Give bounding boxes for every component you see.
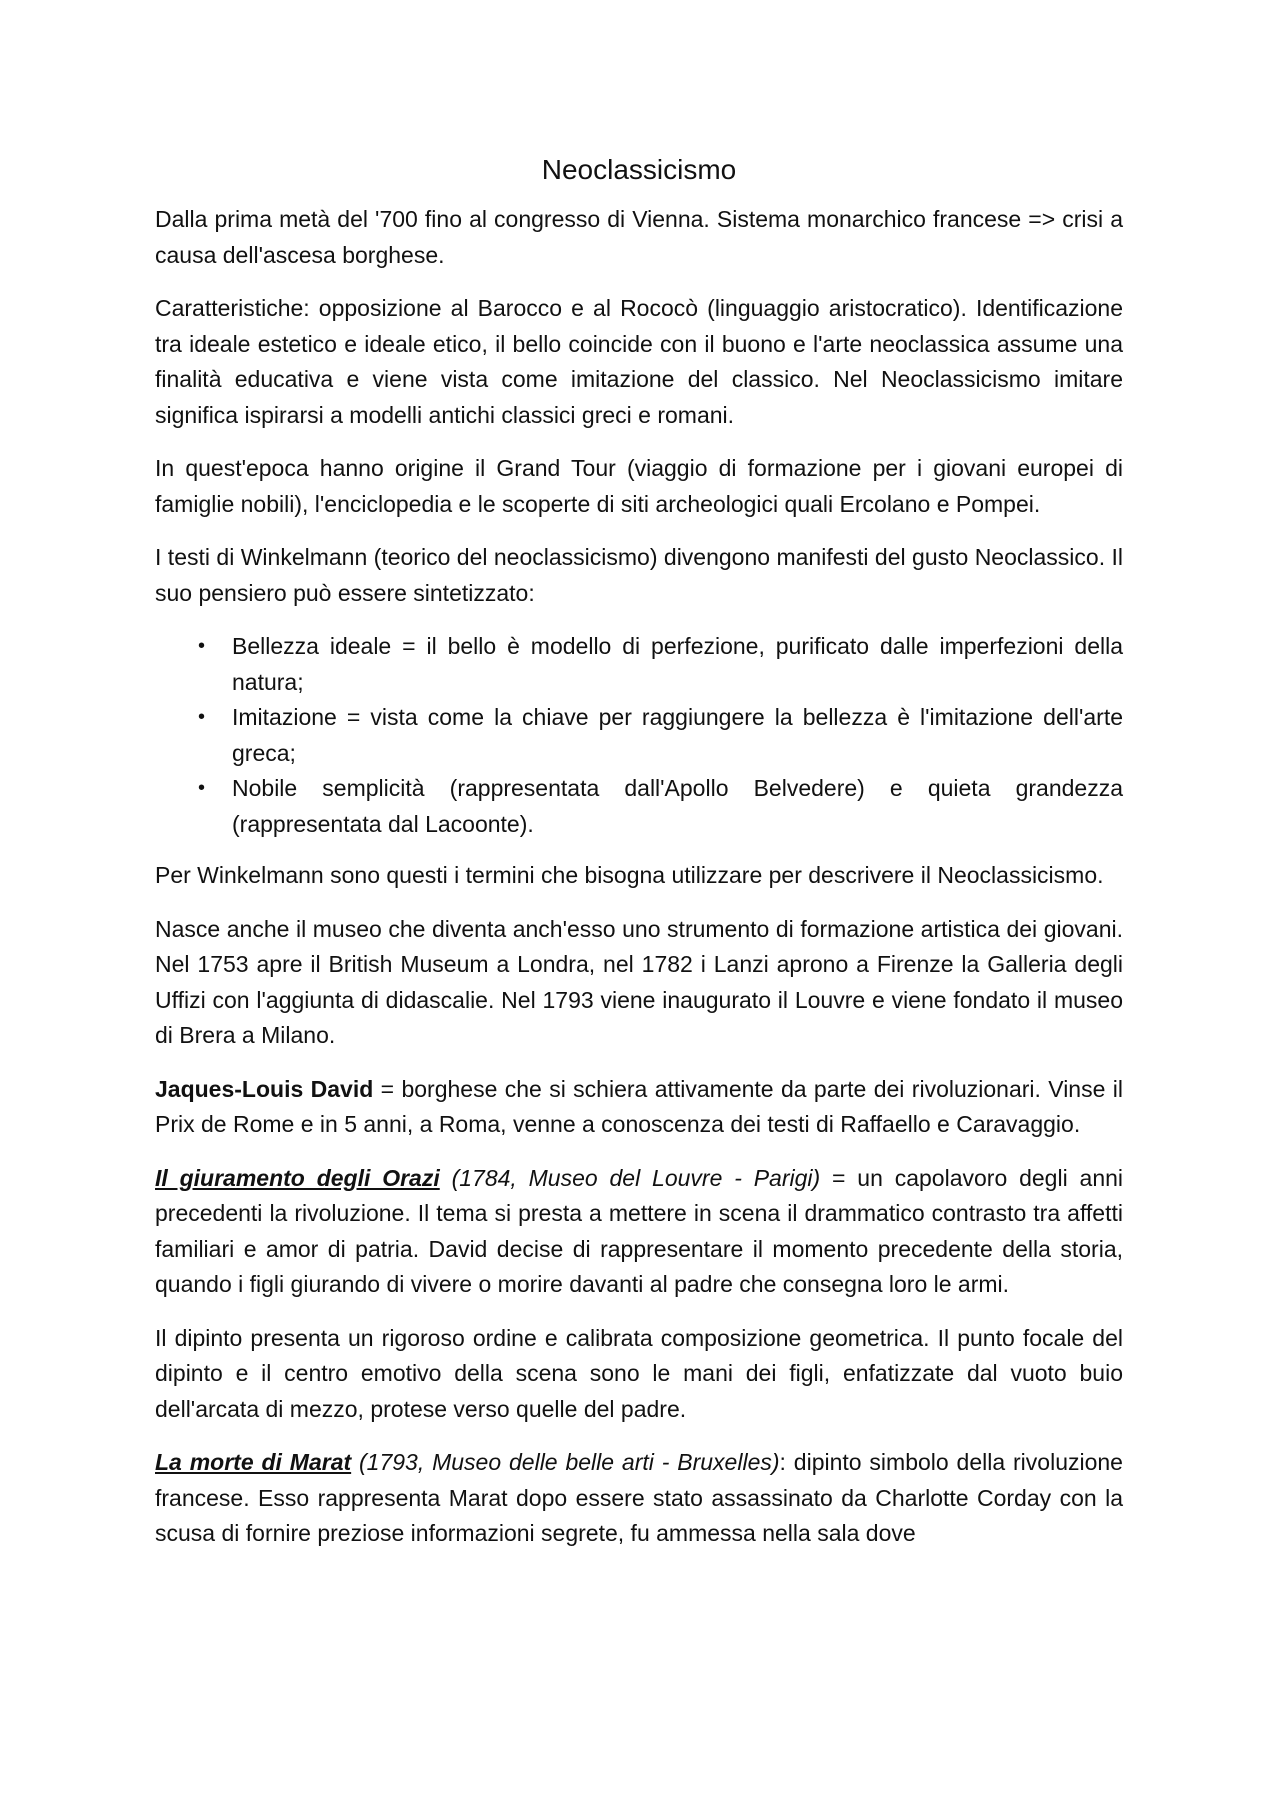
- paragraph-museo: Nasce anche il museo che diventa anch'esso uno strumento di formazione artistica dei giovani. Nel 1753 apre il British Museum a Londra, nel 1782 i Lanzi aprono a Firenze la Galleria degli Uffizi con l'aggiunta di didascalie. Nel 1793 viene inaugurato il Louvre e viene fondato il museo di Brera a Milano.: [155, 915, 1123, 1048]
- list-item: [155, 629, 1123, 700]
- bullet-icon: •: [198, 777, 206, 799]
- bullet-icon: •: [198, 635, 206, 657]
- bullet-list: [155, 629, 1123, 842]
- list-item-text: Imitazione = vista come la chiave per raggiungere la bellezza è l'imitazione dell'arte greca;: [232, 704, 1123, 766]
- document-page: [155, 150, 1123, 1570]
- list-item: [155, 700, 1123, 771]
- marat-title: La morte di Marat: [155, 1449, 352, 1475]
- paragraph-composizione: Il dipinto presenta un rigoroso ordine e calibrata composizione geometrica. Il punto focale del dipinto e il centro emotivo della scena sono le mani dei figli, enfatizzate dal vuoto buio dell'arcata di mezzo, protese verso quelle del padre.: [155, 1324, 1123, 1422]
- paragraph-marat: [155, 1445, 1123, 1552]
- orazi-details: (1784, Museo del Louvre - Parigi): [439, 1164, 821, 1191]
- list-item-text: Nobile semplicità (rappresentata dall'Apollo Belvedere) e quieta grandezza (rappresentata dal Lacoonte).: [232, 775, 1123, 837]
- page-title: Neoclassicismo: [541, 154, 737, 185]
- paragraph-caratteristiche: Caratteristiche: opposizione al Barocco e al Rococò (linguaggio aristocratico). Identificazione tra ideale estetico e ideale etico, il bello coincide con il buono e l'arte neoclassica assume una finalità educativa e viene vista come imitazione del classico. Nel Neoclassicismo imitare significa ispirarsi a modelli antichi classici greci e romani.: [155, 295, 1123, 428]
- paragraph-winkelmann: I testi di Winkelmann (teorico del neoclassicismo) divengono manifesti del gusto Neoclassico. Il suo pensiero può essere sintetizzato:: [155, 544, 1123, 606]
- paragraph-grand-tour: In quest'epoca hanno origine il Grand Tour (viaggio di formazione per i giovani europei di famiglie nobili), l'enciclopedia e le scoperte di siti archeologici quali Ercolano e Pompei.: [155, 455, 1123, 517]
- orazi-text: = un capolavoro degli anni precedenti la rivoluzione. Il tema si presta a mettere in scena il drammatico contrasto tra affetti familiari e amor di patria. David decise di rappresentare il momento precedente della storia, quando i figli giurando di vivere o morire davanti al padre che consegna loro le armi.: [155, 1164, 1124, 1297]
- marat-text: : dipinto simbolo della rivoluzione francese. Esso rappresenta Marat dopo essere stato assassinato da Charlotte Corday con la scusa di fornire preziose informazioni segrete, fu ammessa nella sala dove: [155, 1449, 1123, 1546]
- david-name: Jaques-Louis David: [155, 1075, 374, 1102]
- david-text: = borghese che si schiera attivamente da parte dei rivoluzionari. Vinse il Prix de Rome e in 5 anni, a Roma, venne a conoscenza dei testi di Raffaello e Caravaggio.: [155, 1075, 1123, 1137]
- marat-details: (1793, Museo delle belle arti - Bruxelles): [351, 1449, 780, 1475]
- paragraph-termini: Per Winkelmann sono questi i termini che bisogna utilizzare per descrivere il Neoclassicismo.: [155, 862, 1104, 888]
- list-item-text: Bellezza ideale = il bello è modello di perfezione, purificato dalle imperfezioni della natura;: [232, 633, 1123, 695]
- bullet-icon: •: [198, 706, 206, 728]
- list-item: [155, 771, 1123, 842]
- paragraph-david: [155, 1072, 1123, 1143]
- orazi-title: Il giuramento degli Orazi: [155, 1164, 440, 1191]
- paragraph-intro: Dalla prima metà del '700 fino al congresso di Vienna. Sistema monarchico francese => crisi a causa dell'ascesa borghese.: [155, 206, 1123, 268]
- paragraph-orazi: [155, 1161, 1123, 1303]
